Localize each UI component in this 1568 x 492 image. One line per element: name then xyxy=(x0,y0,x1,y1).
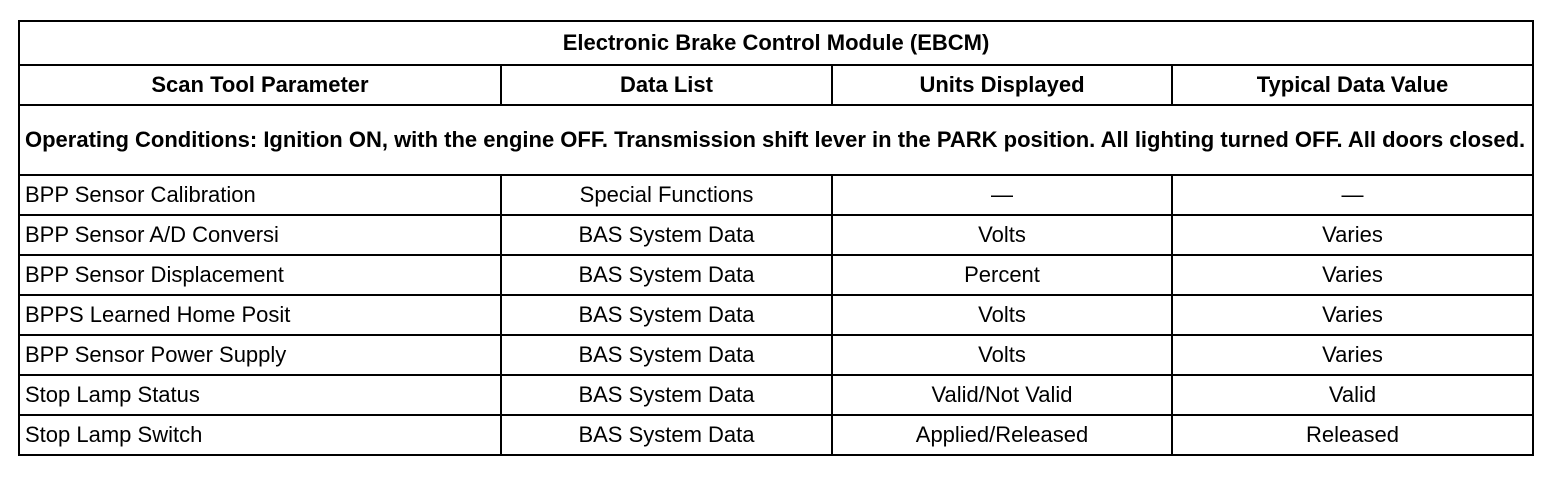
parameter-cell: BPPS Learned Home Posit xyxy=(19,295,501,335)
units-cell: Valid/Not Valid xyxy=(832,375,1172,415)
data-list-cell: BAS System Data xyxy=(501,295,832,335)
table-row xyxy=(19,415,1533,455)
data-list-cell: BAS System Data xyxy=(501,415,832,455)
data-list-cell: Special Functions xyxy=(501,175,832,215)
parameter-cell: BPP Sensor Power Supply xyxy=(19,335,501,375)
typical-value-cell: Varies xyxy=(1172,255,1533,295)
typical-value-cell: — xyxy=(1172,175,1533,215)
table-row xyxy=(19,215,1533,255)
data-list-cell: BAS System Data xyxy=(501,215,832,255)
operating-conditions-text: Operating Conditions: Ignition ON, with the engine OFF. Transmission shift lever in the PARK position. All lighting turned OFF. All doors closed. xyxy=(19,105,1533,175)
units-cell: Volts xyxy=(832,215,1172,255)
column-header-data-list: Data List xyxy=(501,65,832,105)
column-header-parameter: Scan Tool Parameter xyxy=(19,65,501,105)
column-header-typical-value: Typical Data Value xyxy=(1172,65,1533,105)
typical-value-cell: Released xyxy=(1172,415,1533,455)
units-cell: Percent xyxy=(832,255,1172,295)
table-row xyxy=(19,375,1533,415)
typical-value-cell: Varies xyxy=(1172,295,1533,335)
table-title: Electronic Brake Control Module (EBCM) xyxy=(19,21,1533,65)
typical-value-cell: Varies xyxy=(1172,215,1533,255)
typical-value-cell: Varies xyxy=(1172,335,1533,375)
table-row xyxy=(19,175,1533,215)
parameter-cell: BPP Sensor Displacement xyxy=(19,255,501,295)
parameter-cell: Stop Lamp Status xyxy=(19,375,501,415)
ebcm-data-table xyxy=(18,20,1534,456)
units-cell: Volts xyxy=(832,295,1172,335)
data-list-cell: BAS System Data xyxy=(501,375,832,415)
parameter-cell: BPP Sensor Calibration xyxy=(19,175,501,215)
table-title-row xyxy=(19,21,1533,65)
operating-conditions-row xyxy=(19,105,1533,175)
parameter-cell: Stop Lamp Switch xyxy=(19,415,501,455)
table-row xyxy=(19,295,1533,335)
units-cell: Volts xyxy=(832,335,1172,375)
typical-value-cell: Valid xyxy=(1172,375,1533,415)
column-header-units: Units Displayed xyxy=(832,65,1172,105)
units-cell: Applied/Released xyxy=(832,415,1172,455)
table-row xyxy=(19,255,1533,295)
parameter-cell: BPP Sensor A/D Conversi xyxy=(19,215,501,255)
data-list-cell: BAS System Data xyxy=(501,335,832,375)
table-row xyxy=(19,335,1533,375)
units-cell: — xyxy=(832,175,1172,215)
table-header-row xyxy=(19,65,1533,105)
data-list-cell: BAS System Data xyxy=(501,255,832,295)
